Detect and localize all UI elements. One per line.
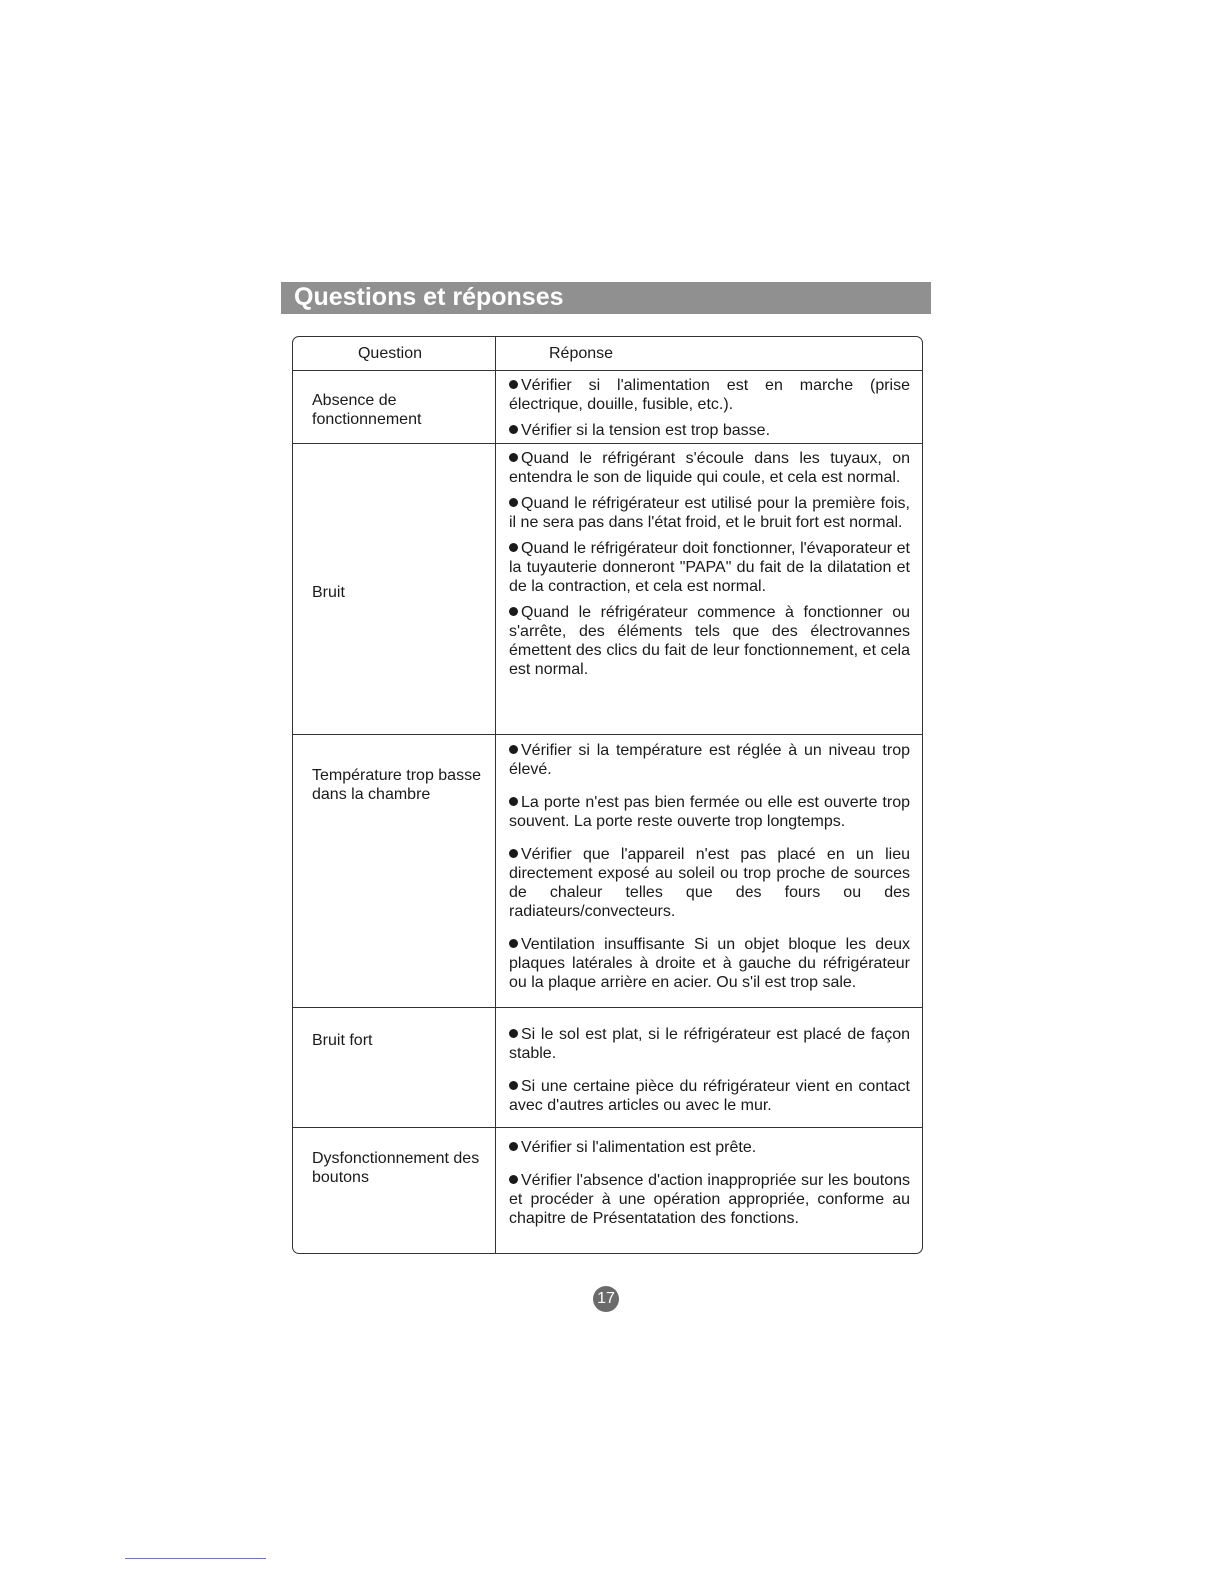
bullet-icon <box>509 1175 518 1184</box>
response-cell <box>496 444 922 734</box>
response-cell <box>496 735 922 1007</box>
response-item: Vérifier si la température est réglée à un niveau trop élevé. <box>509 742 910 778</box>
response-item: Si le sol est plat, si le réfrigérateur est placé de façon stable. <box>509 1026 910 1062</box>
header-question: Question <box>293 337 496 370</box>
bullet-icon <box>509 607 518 616</box>
page-number: 17 <box>593 1286 619 1312</box>
table-header-row <box>293 337 922 370</box>
response-item: Quand le réfrigérateur commence à fonctionner ou s'arrête, des éléments tels que des électrovannes émettent des clics du fait de leur fonctionnement, et cela est normal. <box>509 604 910 678</box>
bullet-icon <box>509 425 518 434</box>
table-row <box>293 1007 922 1127</box>
question-cell: Absence de fonctionnement <box>293 371 496 443</box>
question-cell: Bruit <box>293 444 496 734</box>
bullet-icon <box>509 745 518 754</box>
page-title: Questions et réponses <box>281 282 931 314</box>
table-row <box>293 1127 922 1253</box>
response-item: Quand le réfrigérant s'écoule dans les tuyaux, on entendra le son de liquide qui coule, et cela est normal. <box>509 450 910 486</box>
bullet-icon <box>509 939 518 948</box>
bullet-icon <box>509 453 518 462</box>
table-row <box>293 370 922 443</box>
header-response: Réponse <box>549 345 614 362</box>
response-item: Si une certaine pièce du réfrigérateur vient en contact avec d'autres articles ou avec le mur. <box>509 1078 910 1114</box>
bullet-icon <box>509 1142 518 1151</box>
response-item: Vérifier si l'alimentation est prête. <box>509 1138 910 1157</box>
response-item: Vérifier l'absence d'action inappropriée sur les boutons et procéder à une opération appropriée, conforme au chapitre de Présentatation des fonctions. <box>509 1172 910 1227</box>
footnote-divider <box>125 1558 266 1559</box>
bullet-icon <box>509 543 518 552</box>
response-item: Vérifier si la tension est trop basse. <box>509 421 910 440</box>
response-cell <box>496 1128 922 1253</box>
qa-table <box>292 336 923 1254</box>
table-row <box>293 443 922 734</box>
response-item: Quand le réfrigérateur doit fonctionner, l'évaporateur et la tuyauterie donneront "PAPA" du fait de la dilatation et de la contraction, et cela est normal. <box>509 540 910 595</box>
response-cell <box>496 371 922 443</box>
bullet-icon <box>509 797 518 806</box>
response-item: Vérifier si l'alimentation est en marche (prise électrique, douille, fusible, etc.). <box>509 377 910 413</box>
bullet-icon <box>509 1029 518 1038</box>
response-cell <box>496 1008 922 1127</box>
response-item: Vérifier que l'appareil n'est pas placé en un lieu directement exposé au soleil ou trop proche de sources de chaleur telles que des fours ou des radiateurs/convecteurs. <box>509 846 910 920</box>
response-item: La porte n'est pas bien fermée ou elle est ouverte trop souvent. La porte reste ouverte trop longtemps. <box>509 794 910 830</box>
bullet-icon <box>509 380 518 389</box>
response-item: Quand le réfrigérateur est utilisé pour la première fois, il ne sera pas dans l'état froid, et le bruit fort est normal. <box>509 495 910 531</box>
bullet-icon <box>509 498 518 507</box>
response-item: Ventilation insuffisante Si un objet bloque les deux plaques latérales à droite et à gauche du réfrigérateur ou la plaque arrière en acier. Ou s'il est trop sale. <box>509 936 910 991</box>
bullet-icon <box>509 849 518 858</box>
question-cell: Température trop basse dans la chambre <box>293 735 496 1007</box>
question-cell: Dysfonctionnement des boutons <box>293 1128 496 1253</box>
bullet-icon <box>509 1081 518 1090</box>
question-cell: Bruit fort <box>293 1008 496 1127</box>
table-row <box>293 734 922 1007</box>
